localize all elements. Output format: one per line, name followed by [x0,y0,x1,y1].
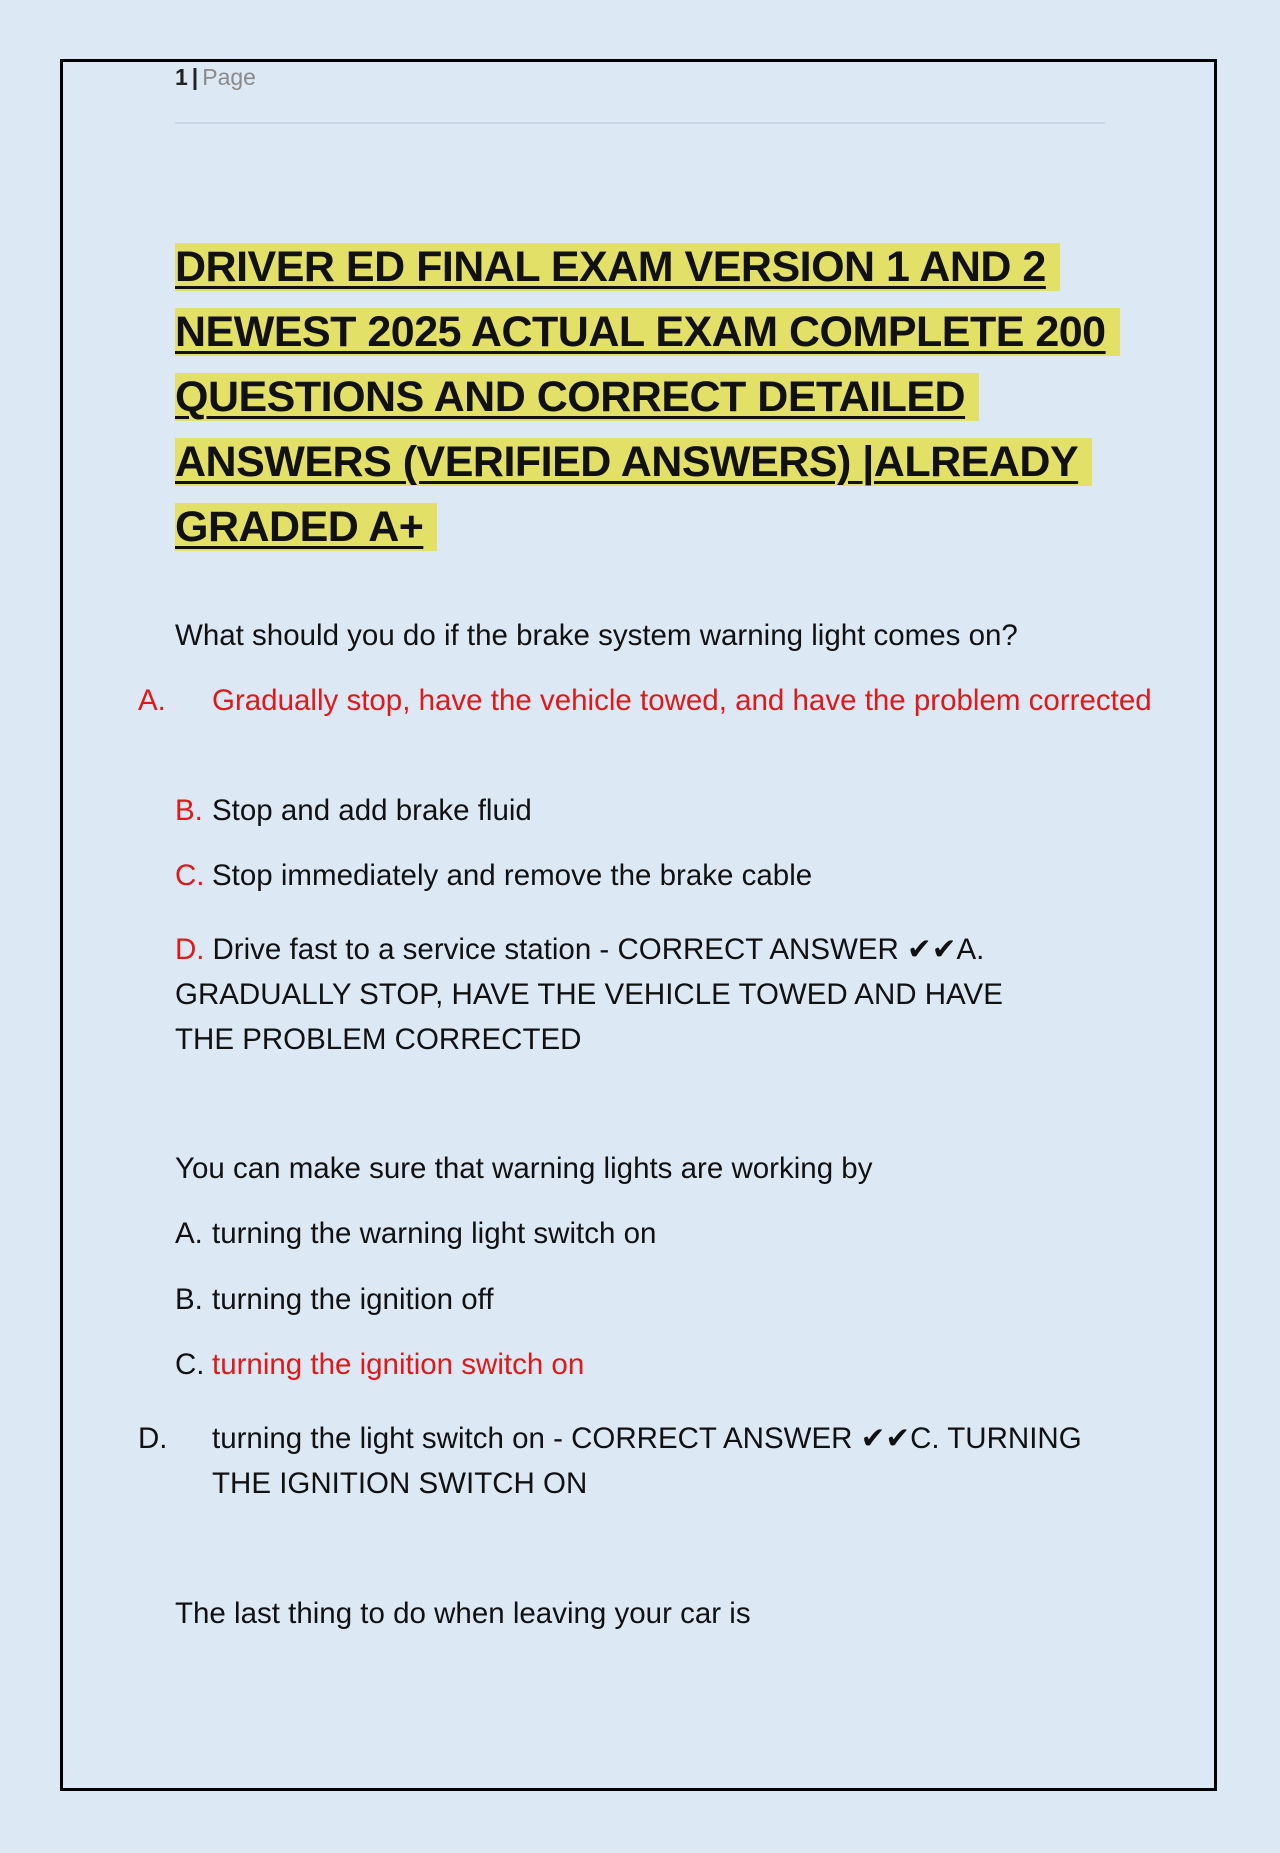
q2-option-c-letter: C. [175,1348,205,1381]
page-number: 1 [175,64,188,90]
q2-option-a [175,1211,1115,1256]
q2-option-d-text: turning the light switch on - CORRECT ANSWER ✔✔C. TURNING THE IGNITION SWITCH ON [212,1422,1082,1500]
q1-option-c [175,853,1115,898]
q1-option-a-letter: A. [138,684,166,717]
page-separator: | [191,64,199,90]
q2-option-a-text: turning the warning light switch on [212,1217,657,1250]
page-word: Page [202,64,256,90]
q2-option-b [175,1277,1115,1322]
question-3: The last thing to do when leaving your car is [175,1597,751,1630]
q1-option-d [175,927,1055,1062]
q2-option-a-letter: A. [175,1217,203,1250]
q1-option-d-letter: D. [175,933,205,966]
document-title [175,235,1110,560]
q2-option-d [138,1416,1142,1506]
q2-option-c [175,1342,1115,1387]
q2-option-d-letter: D. [138,1422,168,1455]
q1-option-d-text: Drive fast to a service station - CORRECT ANSWER ✔✔A. GRADUALLY STOP, HAVE THE VEHICLE TOWED AND HAVE THE PROBLEM CORRECTED [175,933,1003,1056]
q1-option-a [138,678,1152,723]
q1-option-c-letter: C. [175,859,205,892]
q2-option-b-letter: B. [175,1283,203,1316]
q1-option-b-text: Stop and add brake fluid [212,794,532,827]
q1-option-b [175,788,1115,833]
title-text: DRIVER ED FINAL EXAM VERSION 1 AND 2 NEWEST 2025 ACTUAL EXAM COMPLETE 200 QUESTIONS AND CORRECT DETAILED ANSWERS (VERIFIED ANSWERS) |ALREADY GRADED A+ [175,243,1120,551]
q2-option-b-text: turning the ignition off [212,1283,494,1316]
q1-option-c-text: Stop immediately and remove the brake cable [212,859,813,892]
question-2: You can make sure that warning lights are working by [175,1152,873,1185]
page-header [175,64,1105,124]
question-1: What should you do if the brake system warning light comes on? [175,619,1018,652]
q1-option-a-text: Gradually stop, have the vehicle towed, and have the problem corrected [212,684,1152,717]
q1-option-b-letter: B. [175,794,203,827]
q2-option-c-text: turning the ignition switch on [212,1348,585,1381]
